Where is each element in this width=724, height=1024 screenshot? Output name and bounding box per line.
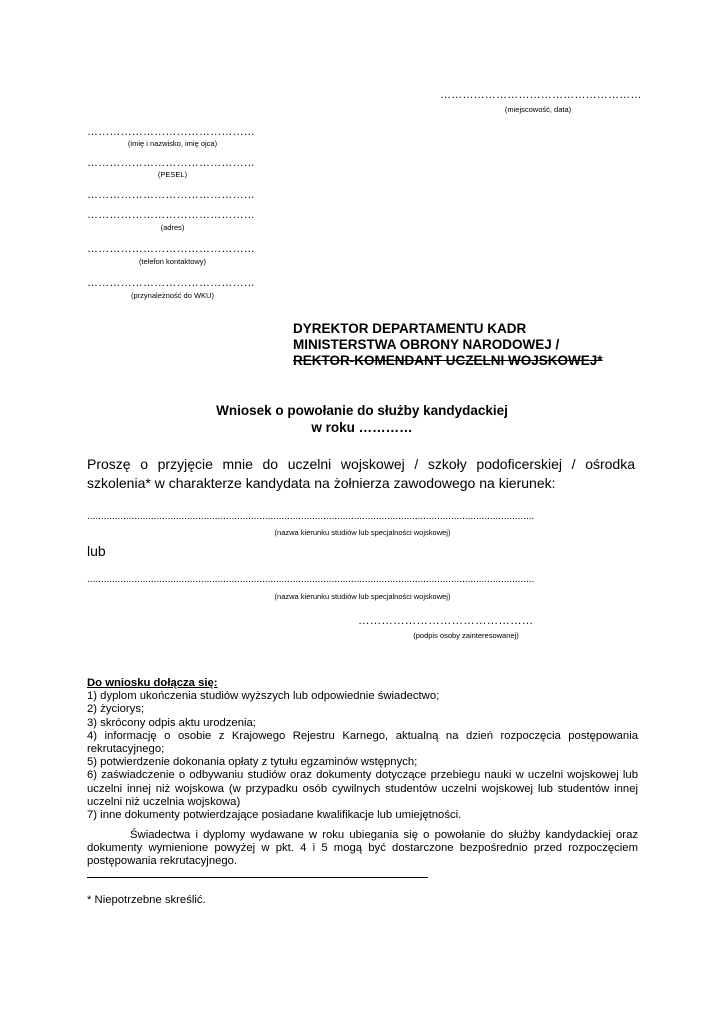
name-field-caption: (imię i nazwisko, imię ojca) bbox=[127, 139, 218, 148]
attachment-item: 5) potwierdzenie dokonania opłaty z tytułu egzaminów wstępnych; bbox=[87, 756, 418, 769]
place-date-dots: ……………………………………………… bbox=[440, 89, 642, 101]
attachment-item: 4) informację o osobie z Krajowego Rejestru Karnego, aktualną na dzień rozpoczęcia postępowania rekrutacyjnego; bbox=[87, 729, 638, 756]
signature-caption: (podpis osoby zainteresowanej) bbox=[413, 631, 519, 640]
phone-field-dots: ……………………………………… bbox=[87, 243, 255, 255]
field-of-study-2-caption: (nazwa kierunku studiów lub specjalności wojskowej) bbox=[274, 592, 451, 601]
field-of-study-1-caption: (nazwa kierunku studiów lub specjalności wojskowej) bbox=[274, 528, 451, 537]
wku-field-dots: ……………………………………… bbox=[87, 277, 255, 289]
attachment-item: 6) zaświadczenie o odbywaniu studiów oraz dokumenty dotyczące przebiegu nauki w uczelni wojskowej lub uczelni innej niż wojskowa (w przypadku osób cywilnych studentów uczelni wojskowej lub studentów innej uczelni niż uczelnia wojskowa) bbox=[87, 769, 638, 808]
or-text: lub bbox=[87, 543, 106, 559]
wku-field-caption: (przynależność do WKU) bbox=[131, 291, 214, 300]
footnote-divider bbox=[87, 877, 428, 878]
attachment-item: 1) dyplom ukończenia studiów wyższych lub odpowiednie świadectwo; bbox=[87, 690, 440, 703]
pesel-field-dots: ……………………………………… bbox=[87, 157, 255, 169]
footnote: * Niepotrzebne skreślić. bbox=[87, 894, 206, 906]
addressee-line-2: MINISTERSTWA OBRONY NARODOWEJ / bbox=[293, 337, 560, 352]
name-field-dots: ……………………………………… bbox=[87, 126, 255, 138]
field-of-study-1-dots: ................................................................................................................................................................. bbox=[87, 511, 535, 522]
title-line-2: w roku ………… bbox=[311, 420, 413, 435]
address-line-1-dots: ……………………………………… bbox=[87, 189, 255, 201]
field-of-study-2-dots: ................................................................................................................................................................. bbox=[87, 574, 535, 585]
attachments-heading: Do wniosku dołącza się: bbox=[87, 677, 218, 689]
attachments-note: Świadectwa i dyplomy wydawane w roku ubiegania się o powołanie do służby kandydackiej oraz dokumenty wymienione powyżej w pkt. 4 i 5 mogą być dostarczone bezpośrednio przed rozpoczęciem postępowania rekrutacyjnego. bbox=[87, 829, 638, 868]
attachment-item: 2) życiorys; bbox=[87, 703, 145, 716]
signature-dots: ……………………………………… bbox=[358, 615, 534, 627]
document-title bbox=[0, 402, 724, 436]
attachments-list bbox=[87, 677, 638, 822]
request-text: Proszę o przyjęcie mnie do uczelni wojskowej / szkoły podoficerskiej / ośrodka szkolenia* w charakterze kandydata na żołnierza zawodowego na kierunek: bbox=[87, 456, 635, 491]
place-date-caption: (miejscowość, data) bbox=[504, 105, 572, 114]
addressee-block bbox=[293, 321, 603, 369]
phone-field-caption: (telefon kontaktowy) bbox=[138, 257, 207, 266]
addressee-line-3: REKTOR-KOMENDANT UCZELNI WOJSKOWEJ* bbox=[293, 353, 603, 368]
attachment-item: 7) inne dokumenty potwierdzające posiadane kwalifikacje lub umiejętności. bbox=[87, 809, 462, 822]
pesel-field-caption: (PESEL) bbox=[157, 170, 188, 179]
address-line-2-dots: ……………………………………… bbox=[87, 209, 255, 221]
addressee-line-1: DYREKTOR DEPARTAMENTU KADR bbox=[293, 321, 527, 336]
title-line-1: Wniosek o powołanie do służby kandydackiej bbox=[216, 403, 508, 418]
attachment-item: 3) skrócony odpis aktu urodzenia; bbox=[87, 716, 256, 729]
address-caption: (adres) bbox=[160, 223, 185, 232]
